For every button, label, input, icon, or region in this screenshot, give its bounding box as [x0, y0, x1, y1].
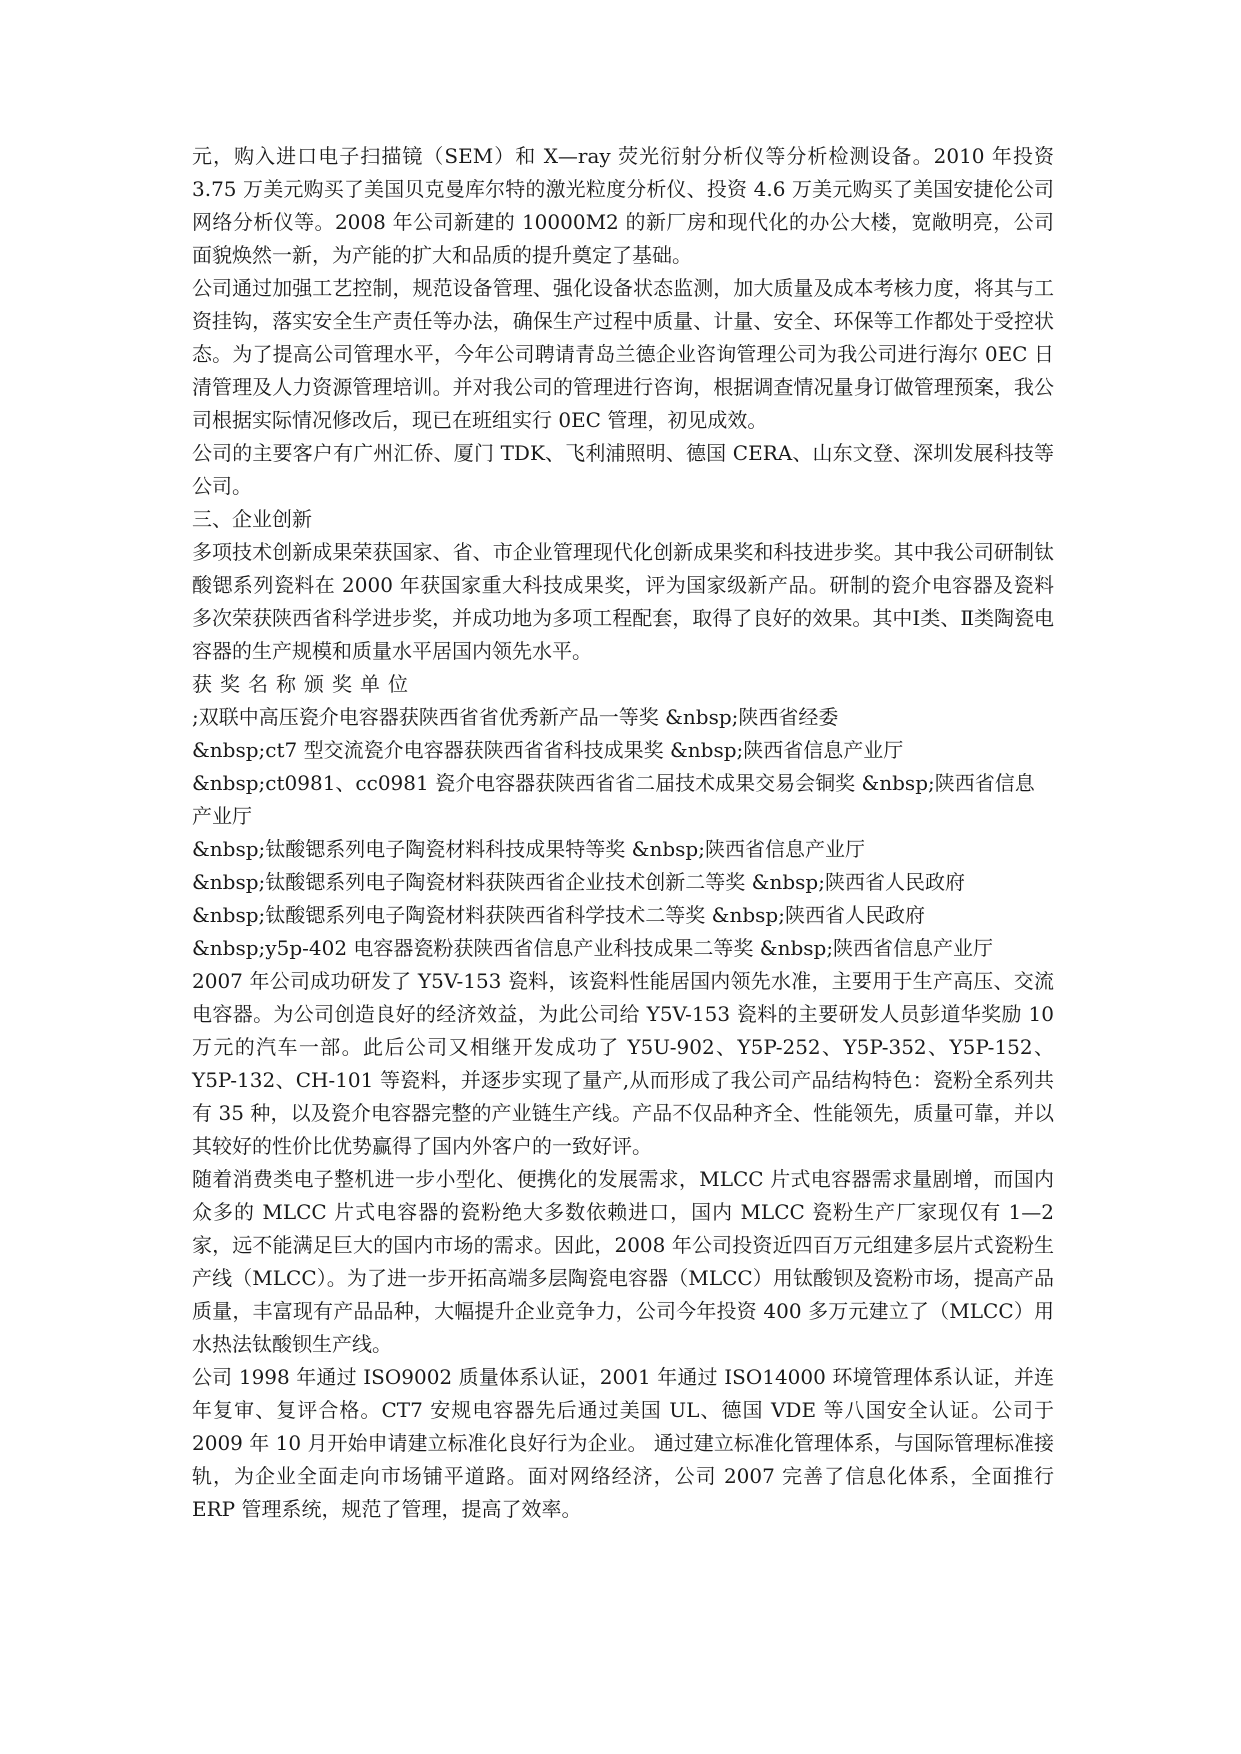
- paragraph-innovation: 多项技术创新成果荣获国家、省、市企业管理现代化创新成果奖和科技进步奖。其中我公司研制钛酸锶系列瓷料在 2000 年获国家重大科技成果奖，评为国家级新产品。研制的瓷介电容器及瓷料多次荣获陕西省科学进步奖，并成功地为多项工程配套，取得了良好的效果。其中Ⅰ类、Ⅱ类陶瓷电容器的生产规模和质量水平居国内领先水平。: [192, 540, 1054, 663]
- paragraph-y5v153: 2007 年公司成功研发了 Y5V-153 瓷料，该瓷料性能居国内领先水准，主要用于生产高压、交流电容器。为公司创造良好的经济效益，为此公司给 Y5V-153 瓷料的主要研发人员彭道华奖励 10 万元的汽车一部。此后公司又相继开发成功了 Y5U-902、Y5P-252、Y5P-352、Y5P-152、Y5P-132、CH-101 等瓷料，并逐步实现了量产,从而形成了我公司产品结构特色：瓷粉全系列共有 35 种，以及瓷介电容器完整的产业链生产线。产品不仅品种齐全、性能领先，质量可靠，并以其较好的性价比优势赢得了国内外客户的一致好评。: [192, 969, 1054, 1158]
- award-item: ;双联中高压瓷介电容器获陕西省省优秀新产品一等奖 &nbsp;陕西省经委: [192, 705, 839, 729]
- paragraph-equipment: 元，购入进口电子扫描镜（SEM）和 X—ray 荧光衍射分析仪等分析检测设备。2010 年投资 3.75 万美元购买了美国贝克曼库尔特的激光粒度分析仪、投资 4.6 万美元购买了美国安捷伦公司网络分析仪等。2008 年公司新建的 10000M2 的新厂房和现代化的办公大楼，宽敞明亮，公司面貌焕然一新，为产能的扩大和品质的提升奠定了基础。: [192, 144, 1054, 267]
- paragraph-management: 公司通过加强工艺控制，规范设备管理、强化设备状态监测，加大质量及成本考核力度，将其与工资挂钩，落实安全生产责任等办法，确保生产过程中质量、计量、安全、环保等工作都处于受控状态。为了提高公司管理水平，今年公司聘请青岛兰德企业咨询管理公司为我公司进行海尔 0EC 日清管理及人力资源管理培训。并对我公司的管理进行咨询，根据调查情况量身订做管理预案，我公司根据实际情况修改后，现已在班组实行 0EC 管理，初见成效。: [192, 276, 1054, 432]
- award-item: &nbsp;钛酸锶系列电子陶瓷材料科技成果特等奖 &nbsp;陕西省信息产业厅: [192, 837, 865, 861]
- paragraph-mlcc: 随着消费类电子整机进一步小型化、便携化的发展需求，MLCC 片式电容器需求量剧增，而国内众多的 MLCC 片式电容器的瓷粉绝大多数依赖进口，国内 MLCC 瓷粉生产厂家现仅有 1—2 家，远不能满足巨大的国内市场的需求。因此，2008 年公司投资近四百万元组建多层片式瓷粉生产线（MLCC）。为了进一步开拓高端多层陶瓷电容器（MLCC）用钛酸钡及瓷粉市场，提高产品质量，丰富现有产品品种，大幅提升企业竞争力，公司今年投资 400 多万元建立了（MLCC）用水热法钛酸钡生产线。: [192, 1167, 1054, 1356]
- paragraph-customers: 公司的主要客户有广州汇侨、厦门 TDK、飞利浦照明、德国 CERA、山东文登、深圳发展科技等公司。: [192, 441, 1054, 498]
- award-item: &nbsp;钛酸锶系列电子陶瓷材料获陕西省企业技术创新二等奖 &nbsp;陕西省人民政府: [192, 870, 965, 894]
- award-item: &nbsp;ct7 型交流瓷介电容器获陕西省省科技成果奖 &nbsp;陕西省信息产业厅: [192, 738, 904, 762]
- award-item: &nbsp;y5p-402 电容器瓷粉获陕西省信息产业科技成果二等奖 &nbsp;陕西省信息产业厅: [192, 936, 994, 960]
- paragraph-certification: 公司 1998 年通过 ISO9002 质量体系认证，2001 年通过 ISO14000 环境管理体系认证，并连年复审、复评合格。CT7 安规电容器先后通过美国 UL、德国 VDE 等八国安全认证。公司于 2009 年 10 月开始申请建立标准化良好行为企业。 通过建立标准化管理体系，与国际管理标准接轨，为企业全面走向市场铺平道路。面对网络经济，公司 2007 完善了信息化体系，全面推行 ERP 管理系统，规范了管理，提高了效率。: [192, 1365, 1054, 1521]
- section-heading: 三、企业创新: [192, 507, 312, 531]
- award-item: &nbsp;ct0981、cc0981 瓷介电容器获陕西省省二届技术成果交易会铜奖 &nbsp;陕西省信息产业厅: [192, 771, 1035, 828]
- awards-header: 获奖名称颁奖单位: [192, 672, 416, 696]
- award-item: &nbsp;钛酸锶系列电子陶瓷材料获陕西省科学技术二等奖 &nbsp;陕西省人民政府: [192, 903, 925, 927]
- document-page: [192, 140, 1054, 1526]
